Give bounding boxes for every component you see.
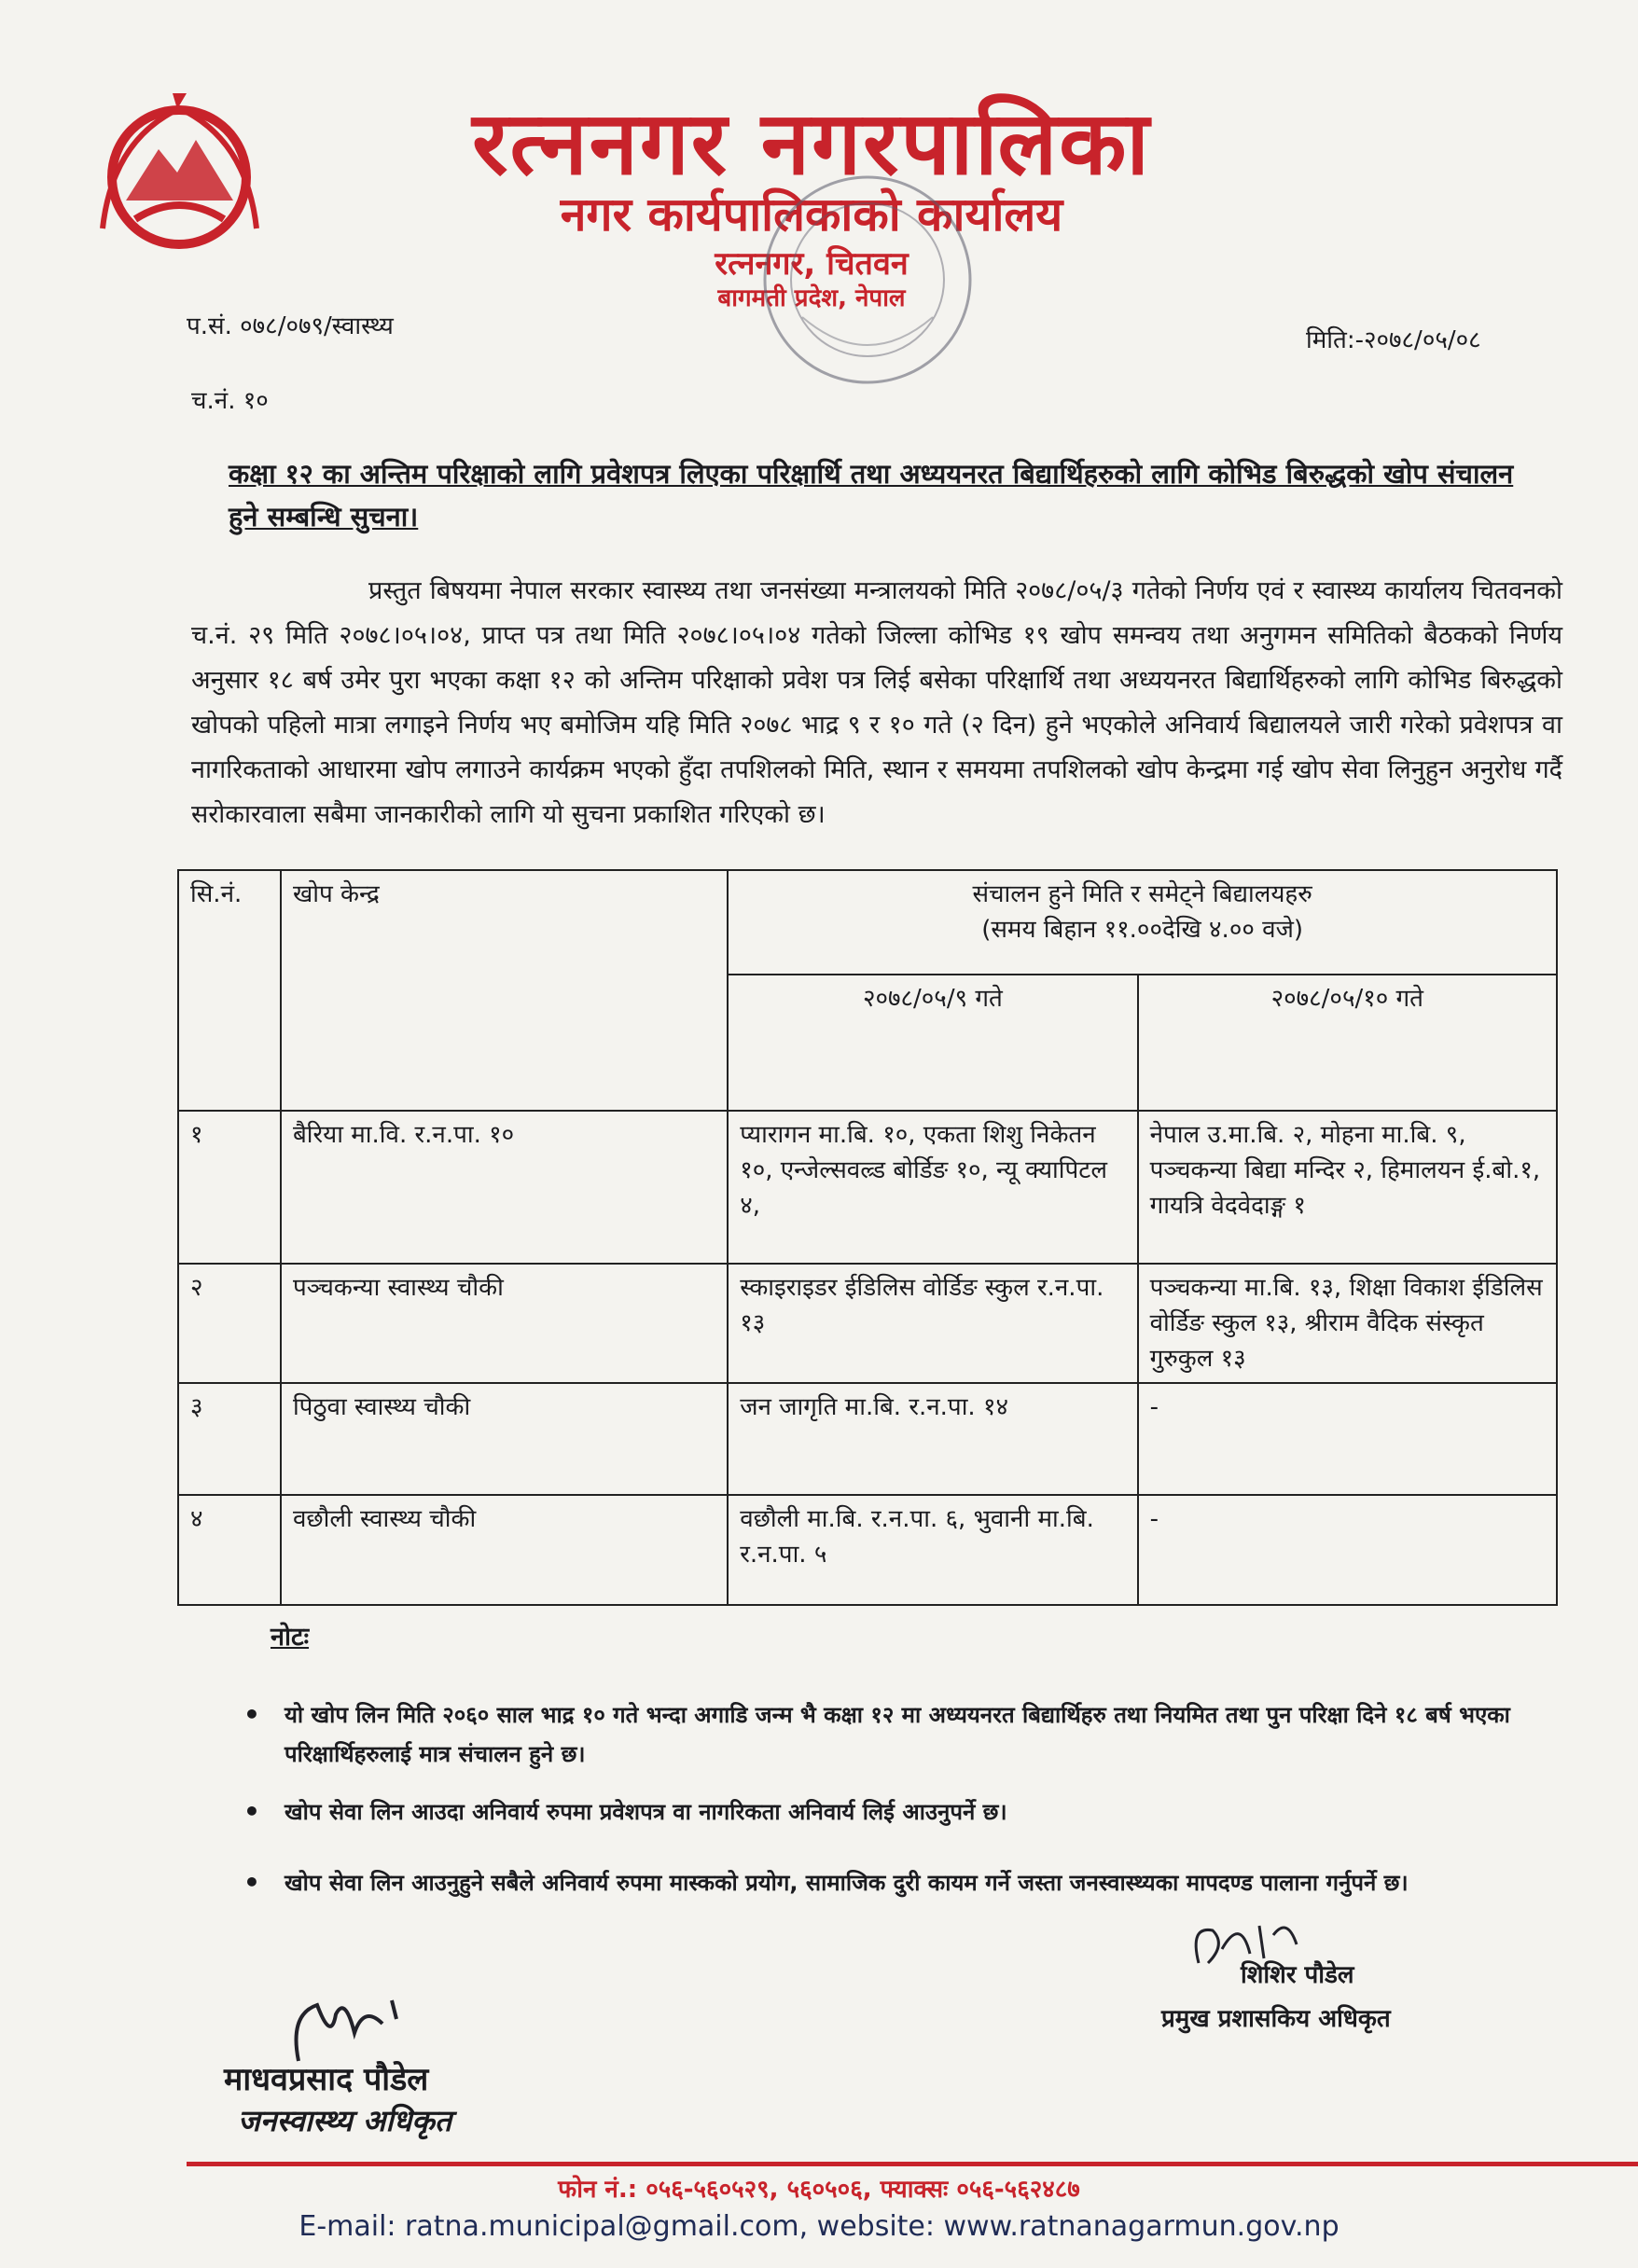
cell-day2: - bbox=[1138, 1383, 1557, 1495]
office-subtitle: नगर कार्यपालिकाको कार्यालय bbox=[560, 187, 1063, 242]
cell-center: वछौली स्वास्थ्य चौकी bbox=[281, 1495, 728, 1605]
cell-center: बैरिया मा.वि. र.न.पा. १० bbox=[281, 1111, 728, 1264]
municipality-title: रत्ननगर नगरपालिका bbox=[472, 93, 1151, 195]
table-row bbox=[178, 1495, 1557, 1605]
header-schedule-label: संचालन हुने मिति र समेट्ने बिद्यालयहरु bbox=[972, 880, 1312, 908]
vaccination-schedule-table bbox=[177, 869, 1558, 1606]
footer-contact: E-mail: ratna.municipal@gmail.com, website: www.ratnanagarmun.gov.np bbox=[298, 2210, 1340, 2243]
header-day1: २०७८/०५/९ गते bbox=[728, 975, 1137, 1111]
cell-sn: ४ bbox=[178, 1495, 281, 1605]
cell-sn: ३ bbox=[178, 1383, 281, 1495]
notes-list bbox=[238, 1695, 1562, 1921]
cell-day1: वछौली मा.बि. र.न.पा. ६, भुवानी मा.बि. र.न.पा. ५ bbox=[728, 1495, 1137, 1605]
header-sn: सि.नं. bbox=[178, 870, 281, 1111]
chief-officer-name: शिशिर पौडेल bbox=[1241, 1961, 1354, 1989]
list-item: • यो खोप लिन मिति २०६० साल भाद्र १० गते भन्दा अगाडि जन्म भै कक्षा १२ मा अध्ययनरत बिद्यार्थिहरु तथा नियमित तथा पुन परिक्षा दिने १८ बर्ष भएका परिक्षार्थिहरुलाई मात्र संचालन हुने छ। bbox=[238, 1695, 1562, 1774]
footer-phone: फोन नं.: ०५६-५६०५२९, ५६०५०६, फ्याक्सः ०५६-५६२४८७ bbox=[558, 2176, 1080, 2204]
list-item: • खोप सेवा लिन आउनुहुने सबैले अनिवार्य रुपमा मास्कको प्रयोग, सामाजिक दुरी कायम गर्ने जस्ता जनस्वास्थ्यका मापदण्ड पालाना गर्नुपर्ने छ। bbox=[238, 1863, 1562, 1902]
address-line-1: रत्ननगर, चितवन bbox=[715, 245, 909, 283]
table-row bbox=[178, 1111, 1557, 1264]
list-item: • खोप सेवा लिन आउदा अनिवार्य रुपमा प्रवेशपत्र वा नागरिकता अनिवार्य लिई आउनुपर्ने छ। bbox=[238, 1792, 1562, 1832]
header-time-label: (समय बिहान ११.००देखि ४.०० वजे) bbox=[981, 916, 1304, 944]
chief-officer-title: प्रमुख प्रशासकिय अधिकृत bbox=[1161, 2005, 1391, 2033]
cell-center: पञ्चकन्या स्वास्थ्य चौकी bbox=[281, 1264, 728, 1383]
cell-day1: जन जागृति मा.बि. र.न.पा. १४ bbox=[728, 1383, 1137, 1495]
table-row bbox=[178, 1383, 1557, 1495]
office-stamp-icon bbox=[746, 159, 989, 401]
municipal-emblem-icon bbox=[84, 89, 275, 256]
letter-date: मिति:-२०७८/०५/०८ bbox=[1306, 326, 1481, 354]
reference-number: प.सं. ०७८/०७९/स्वास्थ्य bbox=[187, 312, 394, 340]
dispatch-number: च.नं. १० bbox=[191, 387, 269, 415]
cell-day2: नेपाल उ.मा.बि. २, मोहना मा.बि. ९, पञ्चकन्या बिद्या मन्दिर २, हिमालयन ई.बो.१, गायत्रि वेदवेदाङ्ग १ bbox=[1138, 1111, 1557, 1264]
header-schedule bbox=[728, 870, 1557, 975]
note-label: नोटः bbox=[271, 1623, 310, 1652]
notice-body bbox=[191, 569, 1562, 837]
table-row bbox=[178, 1264, 1557, 1383]
health-officer-title: जनस्वास्थ्य अधिकृत bbox=[238, 2103, 452, 2138]
header-day2: २०७८/०५/१० गते bbox=[1138, 975, 1557, 1111]
header-center: खोप केन्द्र bbox=[281, 870, 728, 1111]
cell-day1: स्काइराइडर ईडिलिस वोर्डिङ स्कुल र.न.पा. १३ bbox=[728, 1264, 1137, 1383]
cell-day1: प्यारागन मा.बि. १०, एकता शिशु निकेतन १०, एन्जेल्सवल्र्ड बोर्डिङ १०, न्यू क्यापिटल ४, bbox=[728, 1111, 1137, 1264]
footer-divider bbox=[187, 2162, 1638, 2166]
address-line-2: बागमती प्रदेश, नेपाल bbox=[717, 284, 906, 312]
cell-day2: - bbox=[1138, 1495, 1557, 1605]
cell-center: पिठुवा स्वास्थ्य चौकी bbox=[281, 1383, 728, 1495]
cell-day2: पञ्चकन्या मा.बि. १३, शिक्षा विकाश ईडिलिस वोर्डिङ स्कुल १३, श्रीराम वैदिक संस्कृत गुरुकुल १३ bbox=[1138, 1264, 1557, 1383]
health-officer-name: माधवप्रसाद पौडेल bbox=[224, 2061, 429, 2098]
notice-subject: कक्षा १२ का अन्तिम परिक्षाको लागि प्रवेशपत्र लिएका परिक्षार्थि तथा अध्ययनरत बिद्यार्थिहरुको लागि कोभिड बिरुद्धको खोप संचालन हुने सम्बन्धि सुचना। bbox=[229, 458, 1514, 532]
body-paragraph: प्रस्तुत बिषयमा नेपाल सरकार स्वास्थ्य तथा जनसंख्या मन्त्रालयको मिति २०७८/०५/३ गतेको निर्णय एवं र स्वास्थ्य कार्यालय चितवनको च.नं. २९ मिति २०७८।०५।०४, प्राप्त पत्र तथा मिति २०७८।०५।०४ गतेको जिल्ला कोभिड १९ खोप समन्वय तथा अनुगमन समितिको बैठकको निर्णय अनुसार १८ बर्ष उमेर पुरा भएका कक्षा १२ को अन्तिम परिक्षाको प्रवेश पत्र लिई बसेका परिक्षार्थि तथा अध्ययनरत बिद्यार्थिहरुको लागि कोभिड बिरुद्धको खोपको पहिलो मात्रा लगाइने निर्णय भए बमोजिम यहि मिति २०७८ भाद्र ९ र १० गते (२ दिन) हुने भएकोले अनिवार्य बिद्यालयले जारी गरेको प्रवेशपत्र वा नागरिकताको आधारमा खोप लगाउने कार्यक्रम भएको हुँदा तपशिलको मिति, स्थान र समयमा तपशिलको खोप केन्द्रमा गई खोप सेवा लिनुहुन अनुरोध गर्दै सरोकारवाला सबैमा जानकारीको लागि यो सुचना प्रकाशित गरिएको छ। bbox=[191, 576, 1562, 829]
cell-sn: २ bbox=[178, 1264, 281, 1383]
cell-sn: १ bbox=[178, 1111, 281, 1264]
